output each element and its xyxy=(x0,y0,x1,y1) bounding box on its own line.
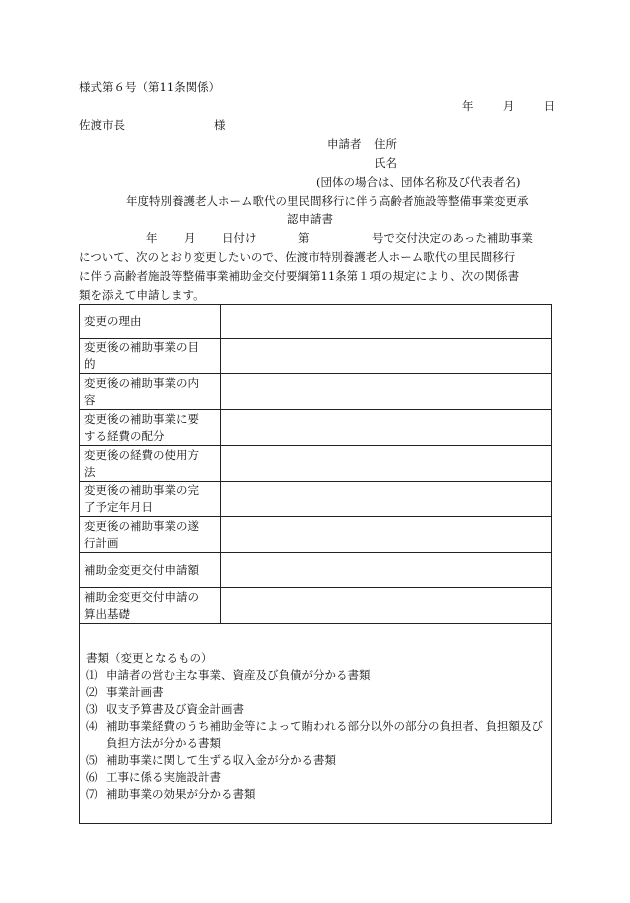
row-label: 補助金変更交付申請の 算出基礎 xyxy=(80,588,221,624)
document-title-line2: 認申請書 xyxy=(287,212,333,226)
applicant-role-label: 申請者 xyxy=(327,137,362,151)
table-row xyxy=(80,339,552,374)
document-item: ⑸ 補助事業に関して生ずる収入金が分かる書類 xyxy=(86,753,336,767)
addressee: 佐渡市長 xyxy=(79,118,125,132)
document-item: ⑵ 事業計画書 xyxy=(86,685,164,699)
documents-row xyxy=(80,624,552,824)
table-row xyxy=(80,305,552,339)
table-row xyxy=(80,553,552,588)
date-day-label: 日 xyxy=(543,99,556,113)
applicant-org-note: (団体の場合は、団体名称及び代表者名) xyxy=(316,175,521,189)
row-label: 変更後の補助事業の目 的 xyxy=(80,339,221,374)
table-row xyxy=(80,410,552,446)
date-line xyxy=(462,99,555,114)
row-label: 変更の理由 xyxy=(80,305,221,339)
form-number: 様式第６号（第11条関係） xyxy=(79,80,221,94)
date-month-label: 月 xyxy=(502,99,515,113)
table-row xyxy=(80,446,552,482)
row-value xyxy=(221,339,552,374)
document-item: ⑷ 補助事業経費のうち補助金等によって賄われる部分以外の部分の負担者、負担額及び負担方法が分かる書類 xyxy=(86,719,543,750)
body-date-year: 年 xyxy=(146,231,158,245)
body-line: について、次のとおり変更したいので、佐渡市特別養護老人ホーム歌代の里民間移行 xyxy=(79,250,516,264)
body-number-suffix: 号で交付決定のあった補助事業 xyxy=(372,231,533,245)
table-row xyxy=(80,588,552,624)
table-row xyxy=(80,482,552,517)
body-paragraph xyxy=(79,250,552,307)
document-title-line1: 年度特別養護老人ホーム歌代の里民間移行に伴う高齢者施設等整備事業変更承 xyxy=(126,194,529,208)
applicant-address-label: 住所 xyxy=(374,137,397,151)
body-date-month: 月 xyxy=(184,231,196,245)
row-label: 補助金変更交付申請額 xyxy=(80,553,221,588)
row-label: 変更後の補助事業の遂 行計画 xyxy=(80,517,221,553)
body-line: 類を添えて申請します。 xyxy=(79,288,205,302)
body-date-day: 日付け xyxy=(222,231,257,245)
row-label: 変更後の補助事業の完 了予定年月日 xyxy=(80,482,221,517)
document-item: ⑴ 申請者の営む主な事業、資産及び負債が分かる書類 xyxy=(86,668,371,682)
document-item: ⑶ 収支予算書及び資金計画書 xyxy=(86,702,244,716)
addressee-honorific: 様 xyxy=(214,118,226,132)
application-table xyxy=(79,304,552,824)
row-value xyxy=(221,482,552,517)
documents-heading: 書類（変更となるもの） xyxy=(86,651,213,665)
table-row xyxy=(80,517,552,553)
row-value xyxy=(221,410,552,446)
date-year-label: 年 xyxy=(462,99,474,113)
row-label: 変更後の補助事業の内 容 xyxy=(80,374,221,410)
row-value xyxy=(221,305,552,339)
document-item: ⑹ 工事に係る実施設計書 xyxy=(86,770,221,784)
row-label: 変更後の経費の使用方 法 xyxy=(80,446,221,482)
applicant-name-label: 氏名 xyxy=(374,156,397,170)
row-value xyxy=(221,588,552,624)
row-value xyxy=(221,553,552,588)
row-label: 変更後の補助事業に要 する経費の配分 xyxy=(80,410,221,446)
document-item: ⑺ 補助事業の効果が分かる書類 xyxy=(86,787,256,801)
row-value xyxy=(221,517,552,553)
documents-cell xyxy=(80,624,552,824)
row-value xyxy=(221,446,552,482)
body-line: に伴う高齢者施設等整備事業補助金交付要綱第11条第１項の規定により、次の関係書 xyxy=(79,269,520,283)
table-row xyxy=(80,374,552,410)
row-value xyxy=(221,374,552,410)
body-number-prefix: 第 xyxy=(298,231,310,245)
